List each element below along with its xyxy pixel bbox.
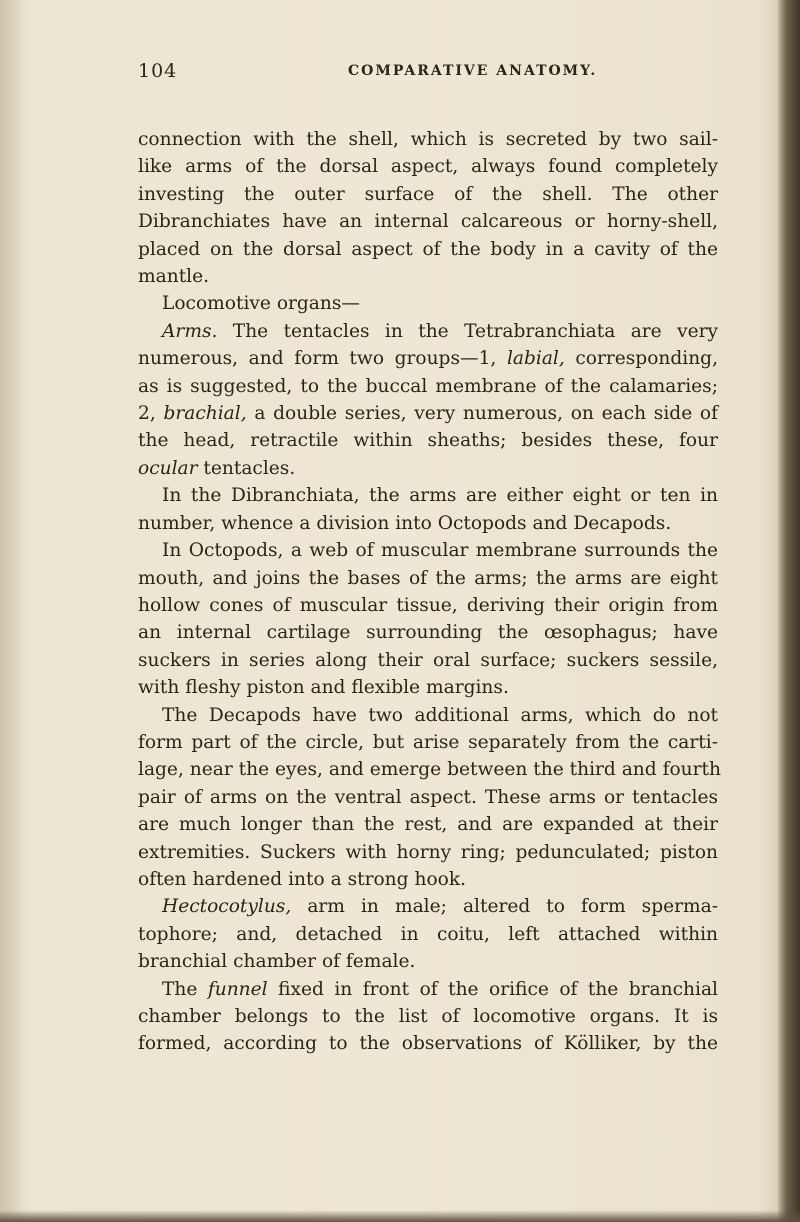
text-line (138, 893, 718, 920)
italic-term: funnel (207, 978, 268, 1000)
text-line: extremities. Suckers with horny ring; pedunculated; piston (138, 841, 718, 863)
page-right-binding-edge (778, 0, 800, 1222)
text-line: In Octopods, a web of muscular membrane surrounds the (162, 540, 718, 562)
text-line: number, whence a division into Octopods and Decapods. (138, 512, 672, 534)
text-line (138, 976, 718, 1003)
text-line (138, 345, 718, 372)
text-line: investing the outer surface of the shell. The other (138, 183, 718, 205)
running-head: COMPARATIVE ANATOMY. (348, 63, 598, 79)
text-line: In the Dibranchiata, the arms are either eight or ten in (162, 485, 718, 507)
italic-term: Hectocotylus, (162, 896, 292, 918)
italic-term: labial, (506, 348, 565, 370)
text-line (138, 318, 718, 345)
text-segment: a double series, very numerous, on each side of (246, 403, 718, 425)
text-line: chamber belongs to the list of locomotive organs. It is (138, 1006, 718, 1027)
text-line: mouth, and joins the bases of the arms; the arms are eight (138, 567, 718, 589)
page-number: 104 (138, 60, 178, 82)
text-line (138, 455, 718, 482)
page-bottom-edge (0, 1210, 800, 1222)
text-line: mantle. (138, 266, 210, 288)
text-line: an internal cartilage surrounding the œsophagus; have (138, 622, 718, 644)
text-line: formed, according to the observations of Kölliker, by the (138, 1033, 718, 1055)
text-line (138, 400, 718, 427)
page-left-shadow (0, 0, 22, 1222)
text-line: often hardened into a strong hook. (138, 868, 467, 890)
text-line: as is suggested, to the buccal membrane of the calamaries; (138, 375, 718, 397)
text-segment: The (162, 978, 208, 1000)
text-segment: The tentacles in the Tetrabranchiata are very (217, 320, 718, 342)
text-line: branchial chamber of female. (138, 951, 416, 973)
text-line: the head, retractile within sheaths; besides these, four (138, 430, 718, 452)
italic-term: brachial, (163, 403, 247, 425)
text-segment: fixed in front of the orifice of the branchial (267, 978, 718, 1000)
text-line: form part of the circle, but arise separately from the carti- (138, 731, 718, 753)
text-line: hollow cones of muscular tissue, deriving their origin from (138, 594, 718, 616)
text-line: suckers in series along their oral surface; suckers sessile, (138, 649, 718, 671)
text-line: placed on the dorsal aspect of the body in a cavity of the (138, 238, 718, 260)
text-line: tophore; and, detached in coitu, left attached within (138, 923, 718, 945)
text-line: are much longer than the rest, and are expanded at their (138, 814, 718, 836)
text-line: lage, near the eyes, and emerge between the third and fourth (138, 759, 721, 781)
italic-term: Arms. (162, 320, 218, 342)
body-text (138, 126, 721, 1058)
italic-term: ocular (138, 457, 198, 479)
text-line: pair of arms on the ventral aspect. These arms or tentacles (138, 786, 718, 808)
text-segment: corresponding, (564, 348, 718, 370)
text-line: Dibranchiates have an internal calcareous or horny-shell, (138, 211, 718, 233)
text-segment: arm in male; altered to form sperma- (291, 896, 718, 918)
page-header (138, 60, 718, 88)
text-line: with fleshy piston and flexible margins. (138, 677, 509, 699)
text-line: Locomotive organs— (162, 293, 360, 315)
text-segment: tentacles. (197, 457, 296, 479)
text-line: connection with the shell, which is secreted by two sail- (138, 129, 718, 150)
text-segment: numerous, and form two groups—1, (138, 348, 507, 370)
text-segment: 2, (138, 403, 164, 425)
text-line: like arms of the dorsal aspect, always found completely (138, 156, 718, 178)
text-line: The Decapods have two additional arms, which do not (162, 704, 718, 726)
